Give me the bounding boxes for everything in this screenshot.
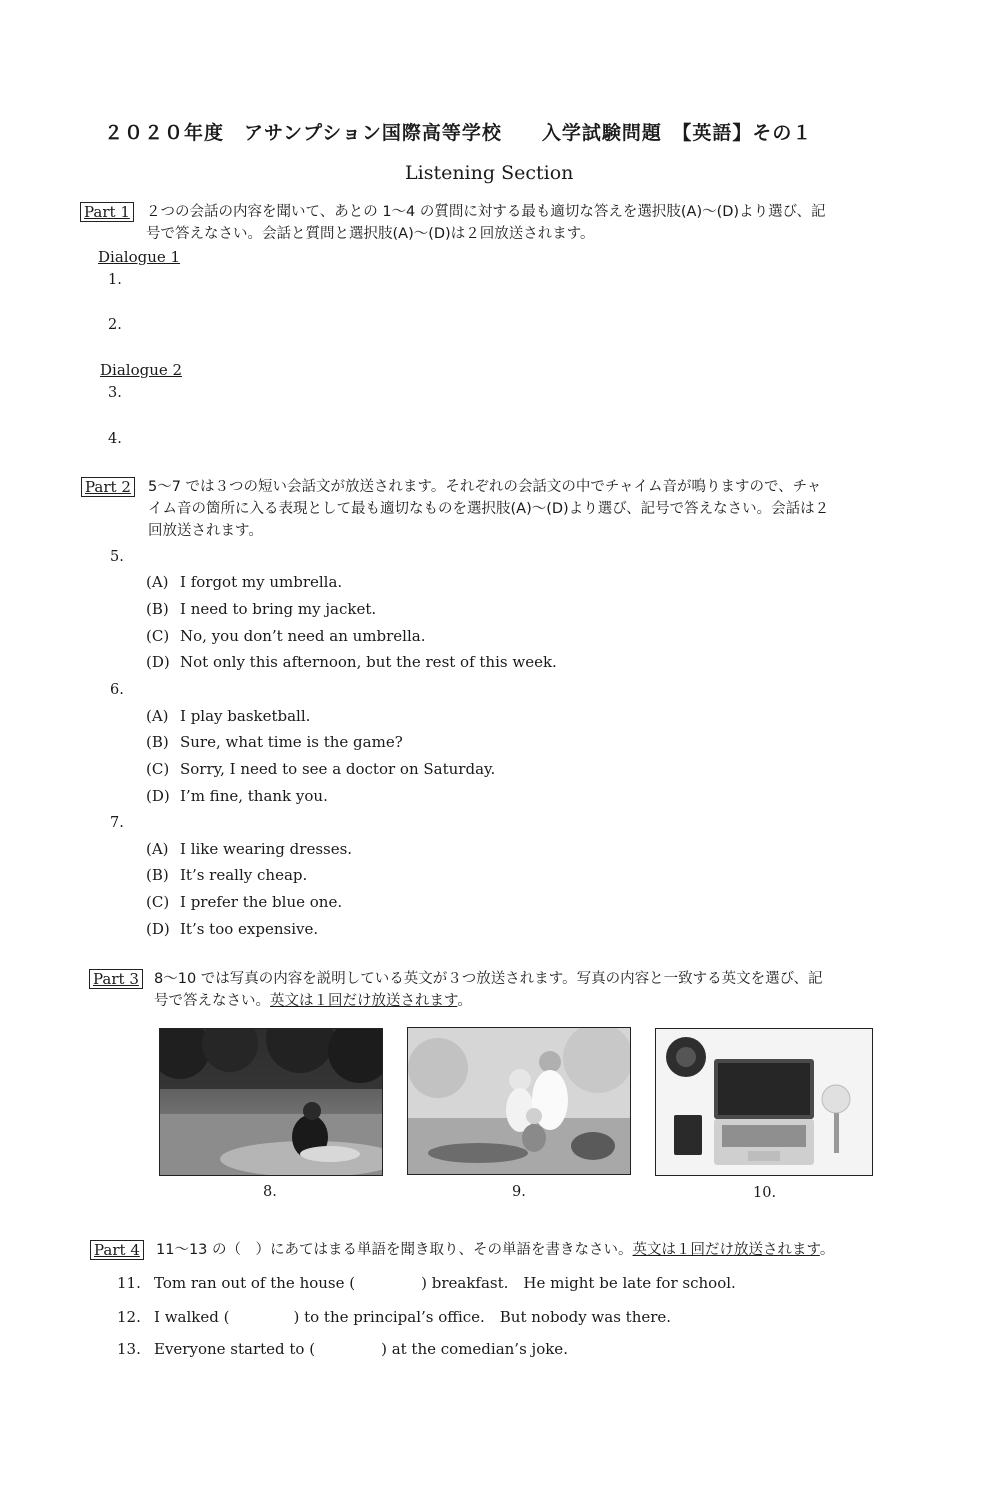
part4-instruction bbox=[156, 1239, 834, 1261]
option-letter: (B) bbox=[146, 866, 169, 884]
option-letter: (C) bbox=[146, 760, 170, 778]
part1-label: Part 1 bbox=[80, 202, 134, 222]
photo-8-image bbox=[160, 1029, 382, 1175]
option-text: It’s too expensive. bbox=[180, 920, 319, 938]
question-7-option-d bbox=[146, 920, 318, 938]
option-letter: (D) bbox=[146, 787, 170, 805]
instruction-emphasis: 英文は１回だけ放送されます bbox=[270, 993, 458, 1009]
option-letter: (C) bbox=[146, 893, 170, 911]
photo-8-caption: 8. bbox=[263, 1184, 277, 1200]
photo-9-image bbox=[408, 1028, 630, 1174]
question-5-option-c bbox=[146, 627, 425, 645]
option-letter: (B) bbox=[146, 600, 169, 618]
part1-instruction-line2: 号で答えなさい。会話と質問と選択肢(A)～(D)は２回放送されます。 bbox=[146, 226, 595, 242]
item-text-after: ) to the principal’s office. But nobody was there. bbox=[293, 1308, 672, 1326]
item-text-before: Everyone started to ( bbox=[154, 1340, 316, 1358]
instruction-text: 11～13 の（ ）にあてはまる単語を聞き取り、その単語を書きなさい。 bbox=[156, 1242, 633, 1258]
option-text: I need to bring my jacket. bbox=[180, 600, 377, 618]
option-letter: (B) bbox=[146, 733, 169, 751]
item-number: 12. bbox=[117, 1308, 141, 1326]
photo-8 bbox=[159, 1028, 383, 1176]
part3-instruction-line1: 8～10 では写真の内容を説明している英文が３つ放送されます。写真の内容と一致する英文を選び、記 bbox=[154, 971, 823, 987]
photo-10-caption: 10. bbox=[753, 1185, 777, 1201]
item-number: 13. bbox=[117, 1340, 141, 1358]
option-text: I forgot my umbrella. bbox=[180, 573, 343, 591]
part1-instruction-line1: ２つの会話の内容を聞いて、あとの 1～4 の質問に対する最も適切な答えを選択肢(A)～(D)より選び、記 bbox=[146, 204, 826, 220]
part3-label: Part 3 bbox=[89, 969, 143, 989]
option-letter: (D) bbox=[146, 653, 170, 671]
option-letter: (A) bbox=[146, 707, 169, 725]
part4-label: Part 4 bbox=[90, 1240, 144, 1260]
option-letter: (A) bbox=[146, 840, 169, 858]
question-7-number: 7. bbox=[110, 815, 124, 831]
question-6-option-a bbox=[146, 707, 310, 725]
section-title: Listening Section bbox=[405, 162, 574, 184]
item-12 bbox=[117, 1306, 671, 1327]
option-text: I like wearing dresses. bbox=[180, 840, 353, 858]
question-6-number: 6. bbox=[110, 682, 124, 698]
option-text: It’s really cheap. bbox=[180, 866, 308, 884]
question-6-option-c bbox=[146, 760, 495, 778]
question-5-number: 5. bbox=[110, 549, 124, 565]
question-5-option-b bbox=[146, 600, 376, 618]
instruction-emphasis: 英文は１回だけ放送されます bbox=[632, 1242, 820, 1258]
item-11 bbox=[117, 1272, 736, 1293]
part2-instruction-line3: 回放送されます。 bbox=[148, 523, 263, 539]
item-number: 11. bbox=[117, 1274, 141, 1292]
option-text: I’m fine, thank you. bbox=[180, 787, 328, 805]
photo-10 bbox=[655, 1028, 873, 1176]
photo-9-caption: 9. bbox=[512, 1184, 526, 1200]
option-text: I prefer the blue one. bbox=[180, 893, 343, 911]
option-text: Not only this afternoon, but the rest of this week. bbox=[180, 653, 557, 671]
option-text: I play basketball. bbox=[180, 707, 311, 725]
option-letter: (C) bbox=[146, 627, 170, 645]
option-text: Sure, what time is the game? bbox=[180, 733, 403, 751]
item-text-after: ) breakfast. He might be late for school. bbox=[421, 1274, 736, 1292]
question-7-option-c bbox=[146, 893, 342, 911]
photo-10-image bbox=[656, 1029, 872, 1175]
question-3-number: 3. bbox=[108, 385, 122, 401]
question-6-option-b bbox=[146, 733, 403, 751]
question-2-number: 2. bbox=[108, 317, 122, 333]
option-letter: (D) bbox=[146, 920, 170, 938]
part2-instruction-line1: 5～7 では３つの短い会話文が放送されます。それぞれの会話文の中でチャイム音が鳴りますので、チャ bbox=[148, 479, 822, 495]
question-7-option-a bbox=[146, 840, 352, 858]
photo-9 bbox=[407, 1027, 631, 1175]
item-text-after: ) at the comedian’s joke. bbox=[381, 1340, 568, 1358]
option-text: Sorry, I need to see a doctor on Saturday. bbox=[180, 760, 496, 778]
part2-label: Part 2 bbox=[81, 477, 135, 497]
question-6-option-d bbox=[146, 787, 328, 805]
question-1-number: 1. bbox=[108, 272, 122, 288]
item-text-before: I walked ( bbox=[154, 1308, 230, 1326]
dialogue2-heading: Dialogue 2 bbox=[100, 361, 183, 379]
instruction-text-end: 。 bbox=[819, 1242, 835, 1258]
instruction-text-end: 。 bbox=[457, 993, 472, 1009]
dialogue1-heading: Dialogue 1 bbox=[98, 248, 181, 266]
item-13 bbox=[117, 1340, 568, 1358]
option-letter: (A) bbox=[146, 573, 169, 591]
item-text-before: Tom ran out of the house ( bbox=[154, 1274, 356, 1292]
question-5-option-a bbox=[146, 573, 342, 591]
question-7-option-b bbox=[146, 866, 307, 884]
option-text: No, you don’t need an umbrella. bbox=[180, 627, 426, 645]
question-5-option-d bbox=[146, 653, 557, 671]
question-4-number: 4. bbox=[108, 431, 122, 447]
instruction-text: 号で答えなさい。 bbox=[154, 993, 270, 1009]
page-title: ２０２０年度 アサンプション国際高等学校 入学試験問題 【英語】その１ bbox=[104, 122, 813, 144]
part3-instruction-line2 bbox=[154, 990, 472, 1012]
part2-instruction-line2: イム音の箇所に入る表現として最も適切なものを選択肢(A)～(D)より選び、記号で答えなさい。会話は２ bbox=[148, 501, 830, 517]
